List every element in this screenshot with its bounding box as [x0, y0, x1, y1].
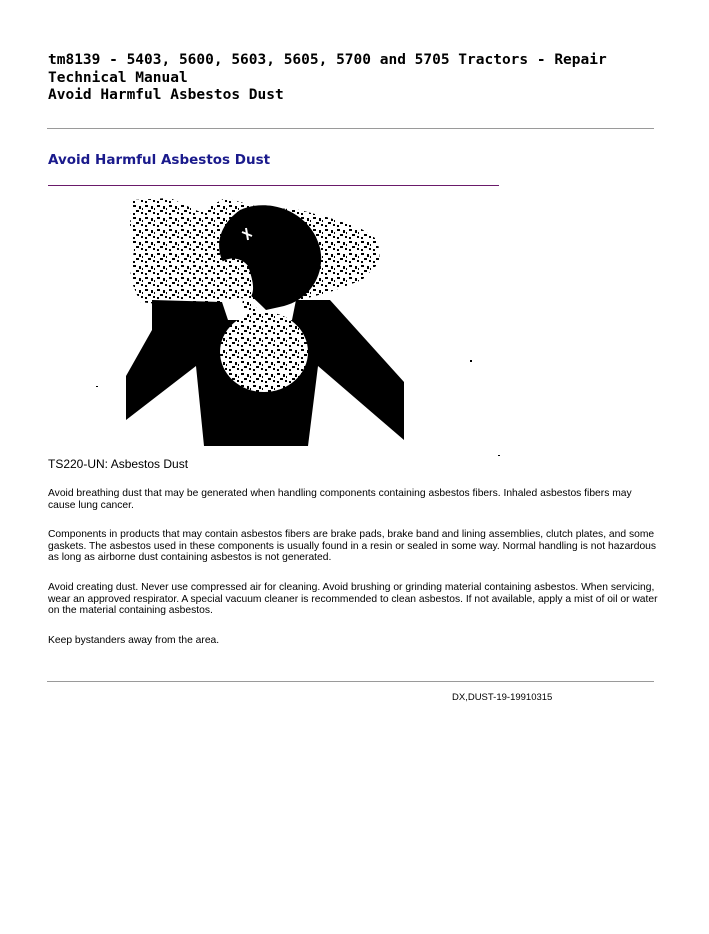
- header-title-line-2: Technical Manual: [48, 69, 188, 86]
- paragraph-inhalation-warning: Avoid breathing dust that may be generated when handling components containing asbestos fibers. Inhaled asbestos fibers may cause lung cancer.: [48, 488, 632, 511]
- asbestos-dust-hazard-icon: [95, 192, 505, 460]
- document-header: [48, 52, 658, 105]
- section-title: Avoid Harmful Asbestos Dust: [48, 152, 271, 168]
- paragraph-affected-components: Components in products that may contain asbestos fibers are brake pads, brake band and lining assemblies, clutch plates, and some gaskets. The asbestos used in these components is usually found in a resin or sealed in some way. Normal handling is not hazardous as long as airborne dust containing asbestos is not generated.: [48, 529, 657, 564]
- paragraph-bystanders: Keep bystanders away from the area.: [48, 635, 220, 646]
- figure-caption: TS220-UN: Asbestos Dust: [48, 457, 189, 471]
- header-title-line-3: Avoid Harmful Asbestos Dust: [48, 87, 284, 103]
- header-title-line-1: tm8139 - 5403, 5600, 5603, 5605, 5700 and 5705 Tractors - Repair: [48, 52, 607, 68]
- header-separator: [47, 128, 654, 129]
- footer-separator: [47, 681, 654, 682]
- section-title-underline: [48, 185, 499, 186]
- paragraph-dust-prevention: Avoid creating dust. Never use compressed air for cleaning. Avoid brushing or grinding material containing asbestos. When servicing, wear an approved respirator. A special vacuum cleaner is recommended to clean asbestos. If not available, apply a mist of oil or water on the material containing asbestos.: [48, 582, 658, 617]
- document-id: DX,DUST-19-19910315: [452, 692, 553, 703]
